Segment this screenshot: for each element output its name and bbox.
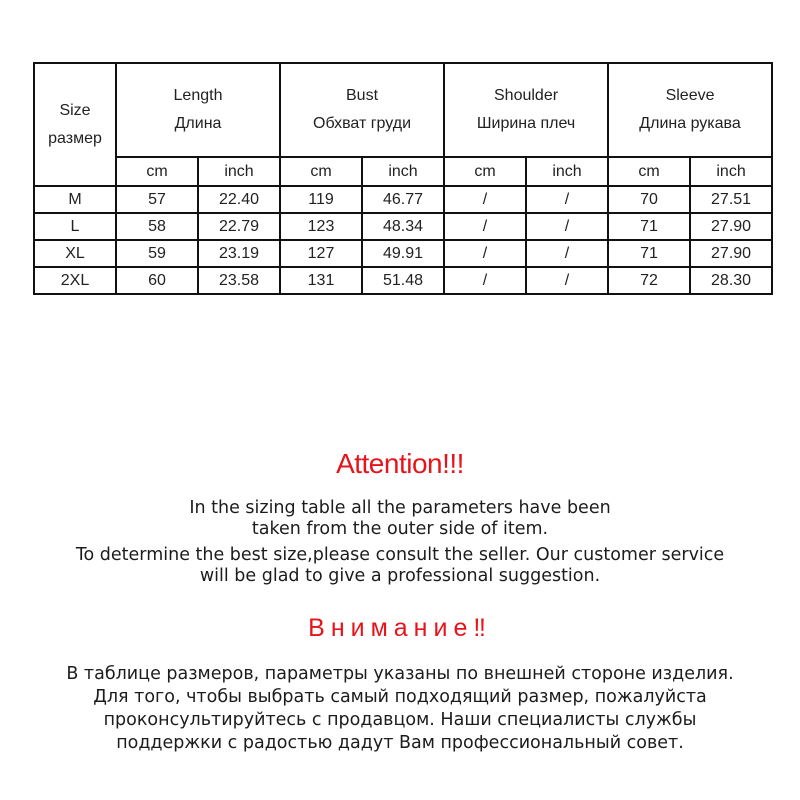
russian-notice: [0, 663, 800, 755]
bust-header-en: Bust: [346, 87, 379, 104]
value-cell: 27.90: [690, 213, 772, 240]
table-row: [34, 186, 772, 213]
value-cell: /: [444, 213, 526, 240]
shoulder-header-ru: Ширина плеч: [476, 115, 576, 132]
shoulder-header-cell: [444, 63, 608, 157]
value-cell: 119: [280, 186, 362, 213]
value-cell: /: [526, 186, 608, 213]
unit-cell: inch: [362, 157, 444, 186]
value-cell: 60: [116, 267, 198, 294]
notice-line: Для того, чтобы выбрать самый подходящий размер, пожалуйста: [93, 687, 707, 707]
unit-cell: cm: [444, 157, 526, 186]
length-header-en: Length: [173, 87, 223, 104]
sleeve-header-cell: [608, 63, 772, 157]
unit-cell: cm: [116, 157, 198, 186]
value-cell: 23.19: [198, 240, 280, 267]
table-row: [34, 240, 772, 267]
notice-line: поддержки с радостью дадут Вам профессиональный совет.: [116, 733, 684, 753]
size-header-en: Size: [59, 101, 91, 119]
notice-line: taken from the outer side of item.: [251, 519, 549, 539]
notice-line: In the sizing table all the parameters have been: [189, 498, 611, 518]
value-cell: 28.30: [690, 267, 772, 294]
length-header-cell: [116, 63, 280, 157]
value-cell: 59: [116, 240, 198, 267]
value-cell: /: [444, 186, 526, 213]
size-cell: 2XL: [34, 267, 116, 294]
value-cell: 51.48: [362, 267, 444, 294]
size-header-cell: [34, 63, 116, 186]
notice-line: проконсультируйтесь с продавцом. Наши специалисты службы: [103, 710, 697, 730]
bust-header-ru: Обхват груди: [313, 115, 412, 132]
notice-line: В таблице размеров, параметры указаны по внешней стороне изделия.: [66, 664, 734, 684]
sleeve-header-en: Sleeve: [665, 87, 715, 104]
value-cell: /: [444, 267, 526, 294]
size-cell: XL: [34, 240, 116, 267]
english-paragraph-1: [0, 498, 800, 540]
unit-cell: cm: [608, 157, 690, 186]
bust-header-cell: [280, 63, 444, 157]
size-cell: L: [34, 213, 116, 240]
size-header-ru: размер: [48, 129, 102, 147]
value-cell: /: [526, 213, 608, 240]
length-header-ru: Длина: [174, 115, 222, 132]
notice-line: will be glad to give a professional suggestion.: [199, 566, 601, 586]
value-cell: 58: [116, 213, 198, 240]
value-cell: 131: [280, 267, 362, 294]
table-unit-row: [34, 157, 772, 186]
value-cell: 27.90: [690, 240, 772, 267]
value-cell: 72: [608, 267, 690, 294]
value-cell: 22.79: [198, 213, 280, 240]
value-cell: /: [444, 240, 526, 267]
value-cell: 71: [608, 213, 690, 240]
russian-attention-title: Внимание‼: [308, 614, 492, 642]
value-cell: 48.34: [362, 213, 444, 240]
english-notice: [0, 498, 800, 587]
value-cell: 127: [280, 240, 362, 267]
unit-cell: cm: [280, 157, 362, 186]
attention-title: Attention!!!: [336, 448, 464, 479]
value-cell: 27.51: [690, 186, 772, 213]
table-row: [34, 267, 772, 294]
value-cell: /: [526, 267, 608, 294]
size-chart-table: [33, 62, 773, 295]
value-cell: 49.91: [362, 240, 444, 267]
value-cell: 71: [608, 240, 690, 267]
unit-cell: inch: [526, 157, 608, 186]
sleeve-header-ru: Длина рукава: [639, 115, 741, 132]
value-cell: 22.40: [198, 186, 280, 213]
value-cell: 57: [116, 186, 198, 213]
notice-line: To determine the best size,please consult the seller. Our customer service: [75, 545, 725, 565]
table-header-row: [34, 63, 772, 157]
value-cell: 23.58: [198, 267, 280, 294]
table-row: [34, 213, 772, 240]
unit-cell: inch: [198, 157, 280, 186]
shoulder-header-en: Shoulder: [494, 87, 559, 104]
value-cell: /: [526, 240, 608, 267]
unit-cell: inch: [690, 157, 772, 186]
value-cell: 46.77: [362, 186, 444, 213]
value-cell: 123: [280, 213, 362, 240]
english-paragraph-2: [0, 545, 800, 587]
value-cell: 70: [608, 186, 690, 213]
size-cell: M: [34, 186, 116, 213]
